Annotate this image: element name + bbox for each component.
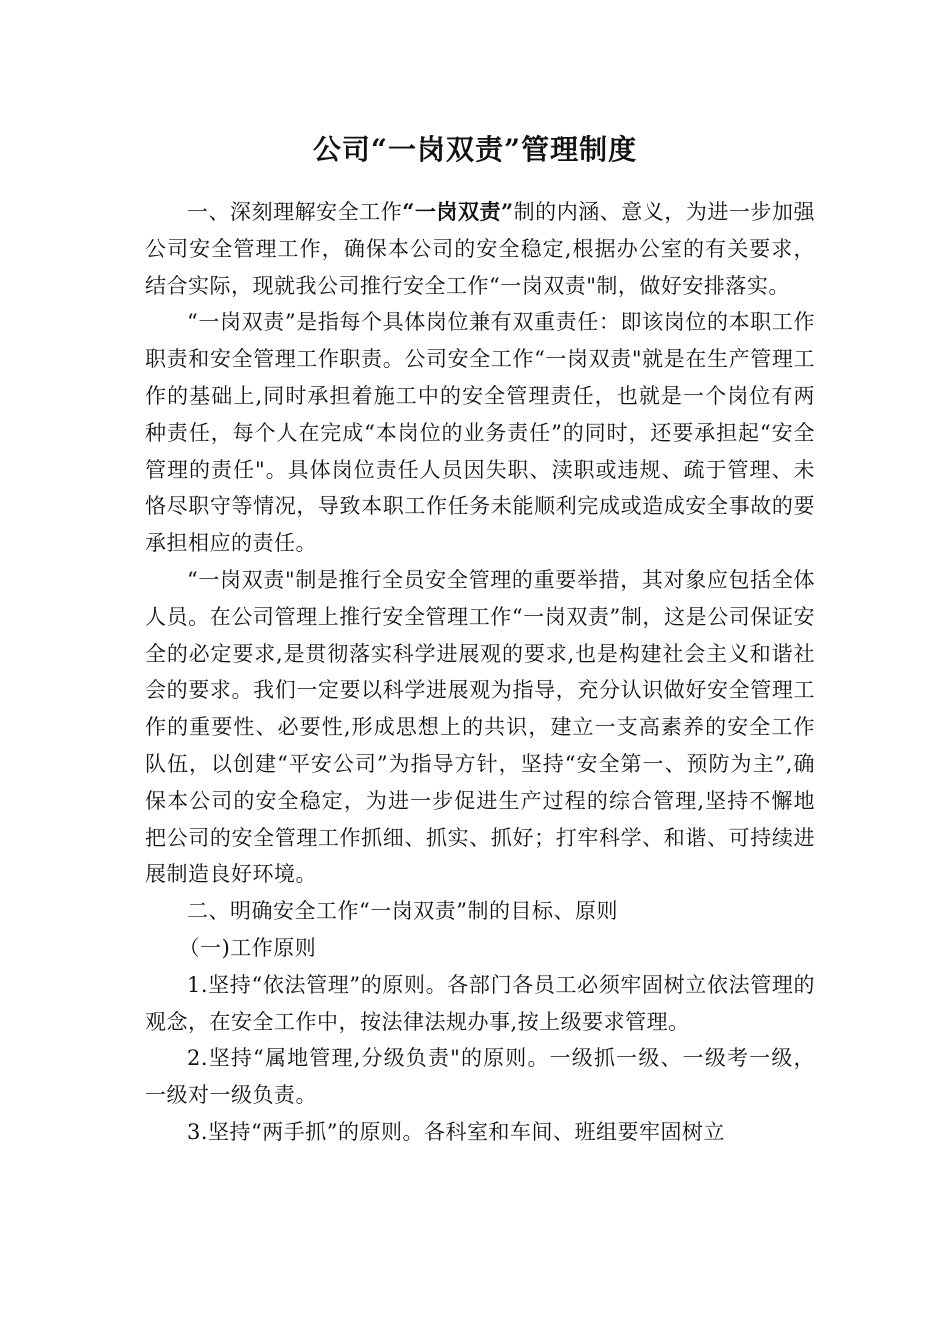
paragraph-1-rest: 制的内涵、意义，为进一步加强公司安全管理工作，确保本公司的安全稳定,根据办公室的有关要求，结合实际，现就我公司推行安全工作“一岗双责"制，做好安排落实。 (145, 200, 816, 298)
principle-2: 2.坚持“属地管理,分级负责"的原则。一级抓一级、一级考一级，一级对一级负责。 (145, 1046, 815, 1108)
principle-1: 1.坚持“依法管理”的原则。各部门各员工必须牢固树立依法管理的观念，在安全工作中，按法律法规办事,按上级要求管理。 (145, 972, 815, 1034)
paragraph-2: “一岗双责”是指每个具体岗位兼有双重责任：即该岗位的本职工作职责和安全管理工作职责。公司安全工作“一岗双责"就是在生产管理工作的基础上,同时承担着施工中的安全管理责任，也就是一个岗位有两种责任，每个人在完成“本岗位的业务责任”的同时，还要承担起“安全管理的责任"。具体岗位责任人员因失职、渎职或违规、疏于管理、未恪尽职守等情况，导致本职工作任务未能顺利完成或造成安全事故的要承担相应的责任。 (145, 310, 815, 556)
paragraph-1-bold-term: “一岗双责” (402, 199, 514, 224)
section-heading-2: 二、明确安全工作“一岗双责”制的目标、原则 (187, 899, 618, 924)
document-title: 公司“一岗双责”管理制度 (312, 133, 638, 166)
subsection-heading: （一)工作原则 (178, 935, 317, 960)
paragraph-3: “一岗双责"制是推行全员安全管理的重要举措，其对象应包括全体人员。在公司管理上推行安全管理工作“一岗双责”制，这是公司保证安全的必定要求,是贯彻落实科学进展观的要求,也是构建社会主义和谐社会的要求。我们一定要以科学进展观为指导，充分认识做好安全管理工作的重要性、必要性,形成思想上的共识，建立一支高素养的安全工作队伍，以创建“平安公司”为指导方针，坚持“安全第一、预防为主”,确保本公司的安全稳定，为进一步促进生产过程的综合管理,坚持不懈地把公司的安全管理工作抓细、抓实、抓好；打牢科学、和谐、可持续进展制造良好环境。 (145, 567, 815, 887)
principle-3: 3.坚持“两手抓”的原则。各科室和车间、班组要牢固树立 (187, 1119, 726, 1144)
document-body (145, 194, 815, 1151)
paragraph-1 (145, 194, 815, 304)
paragraph-1-start: 一、深刻理解安全工作 (187, 200, 403, 224)
